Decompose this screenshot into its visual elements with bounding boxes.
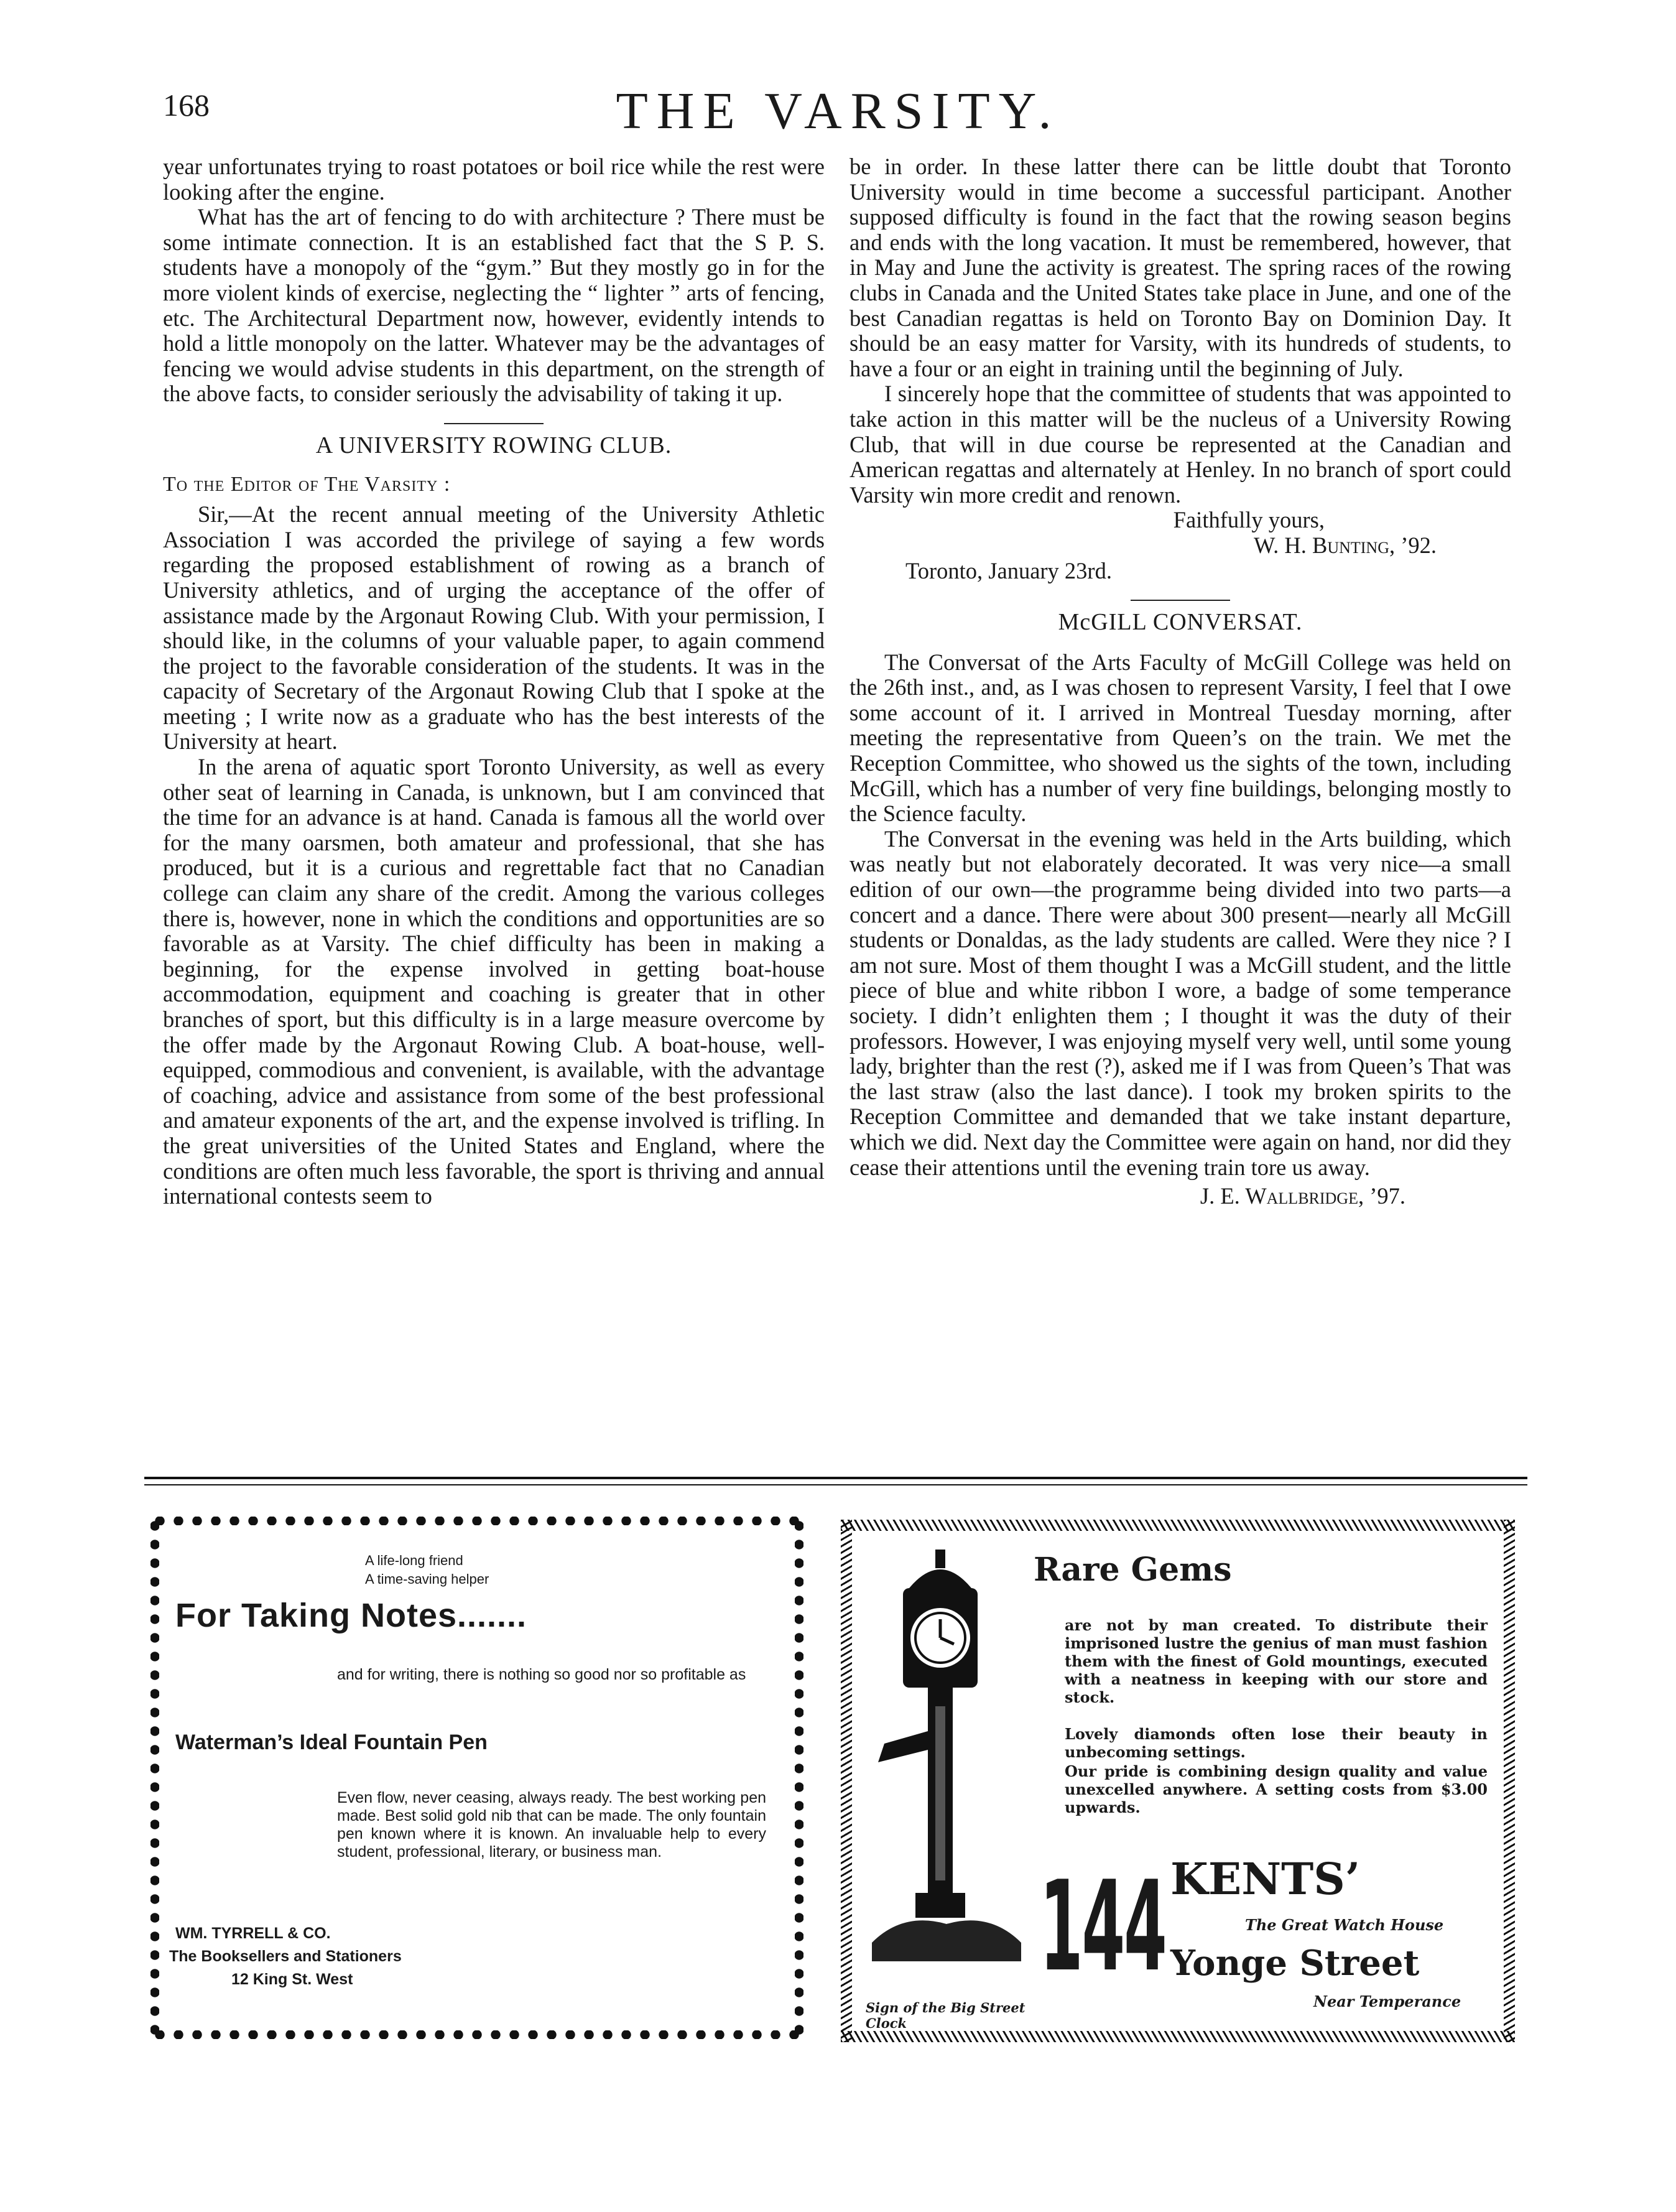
border-left: [841, 1520, 852, 2042]
ad-product: Waterman’s Ideal Fountain Pen: [175, 1731, 488, 1754]
border-left: [150, 1517, 159, 2039]
store-name: KENTS’: [1170, 1853, 1361, 1905]
section-divider: [1131, 600, 1230, 601]
mcgill-heading: McGILL CONVERSAT.: [1058, 609, 1303, 636]
location-note: Near Temperance: [1313, 1992, 1461, 2010]
ad-text: are not by man created. To distribute their imprisoned lustre the genius of man must fashion them with the finest of Gold mountings, executed with a neatness in keeping with our store and stock.: [1065, 1616, 1488, 1706]
ad-headline: Rare Gems: [1034, 1551, 1232, 1589]
street-name: Yonge Street: [1170, 1943, 1420, 1984]
footer-rule: [144, 1477, 1527, 1479]
ad-seller: WM. TYRRELL & CO.: [175, 1925, 331, 1942]
address-number: 144: [1040, 1854, 1166, 1999]
ad-address: 12 King St. West: [231, 1971, 353, 1988]
paragraph: The Conversat of the Arts Faculty of McGill College was held on the 26th inst., and, as I was chosen to represent Varsity, I feel that I owe some account of it. I arrived in Montreal Tuesday morning, after meeting the representative from Queen’s on the train. We met the Reception Committee, who showed us the sights of the town, including McGill, which has a number of very fine buildings, belonging mostly to the Science faculty.: [850, 649, 1511, 827]
paragraph: be in order. In these latter there can be little doubt that Toronto University would in time become a successful participant. Another supposed difficulty is found in the fact that the rowing season begins and ends with the long vacation. It must be remembered, however, that in May and June the activity is greatest. The spring races of the rowing clubs in Canada and the United States take place in June, and one of the best Canadian regattas is held on Toronto Bay on Dominion Day. It should be an easy matter for Varsity, with its hundreds of students, to have a four or an eight in training until the beginning of July.: [850, 154, 1511, 381]
section-divider: [444, 423, 544, 424]
store-tagline: The Great Watch House: [1245, 1916, 1444, 1934]
border-bottom: [841, 2031, 1515, 2042]
footer-rule: [144, 1484, 1527, 1485]
ad-tagline: A life-long friend: [365, 1553, 463, 1568]
kents-ad: [841, 1520, 1515, 2042]
paragraph: In the arena of aquatic sport Toronto University, as well as every other seat of learning in Canada, is unknown, but I am convinced that the time for an advance is at hand. Canada is famous all the world over for the many oarsmen, both amateur and professional, that she has produced, but it is a curious and regrettable fact that no Canadian college can claim any share of the credit. Among the various colleges there is, however, none in which the conditions and opportunities are so favorable as at Varsity. The chief difficulty has been in making a beginning, for the expense involved in getting boat-house accommodation, equipment and coaching is greater that in other branches of sport, but this difficulty is in a large measure overcome by the offer made by the Argonaut Rowing Club. A boat-house, well-equipped, commodious and convenient, is available, with the advantage of coaching, advice and assistance from some of the best professional and amateur exponents of the art, and the expense involved is trifling. In the great universities of the United States and England, where the conditions are often much less favorable, the sport is thriving and annual international contests seem to: [163, 754, 825, 1209]
street-clock-icon: [866, 1545, 1027, 1992]
ad-text: Our pride is combining design quality and value unexcelled anywhere. A setting costs from $3.00 upwards.: [1065, 1762, 1488, 1816]
border-top: [150, 1517, 803, 1525]
ad-tagline: A time-saving helper: [365, 1571, 489, 1587]
border-right: [795, 1517, 803, 2039]
right-column: [850, 154, 1511, 1209]
ad-seller-desc: The Booksellers and Stationers: [169, 1948, 402, 1965]
left-column: [163, 154, 825, 1209]
waterman-ad: [150, 1517, 803, 2039]
border-bottom: [150, 2030, 803, 2039]
rowing-heading: A UNIVERSITY ROWING CLUB.: [315, 432, 672, 458]
paragraph: year unfortunates trying to roast potatoes or boil rice while the rest were looking after the engine.: [163, 154, 825, 205]
paragraph: The Conversat in the evening was held in the Arts building, which was neatly but not elaborately decorated. It was very nice—a small edition of our own—the programme being divided into two parts—a concert and a dance. There were about 300 present—nearly all McGill students or Donaldas, as the lady students are called. Were they nice ? I am not sure. Most of them thought I was a McGill student, and the little piece of blue and white ribbon I wore, a badge of some temperance society. I didn’t enlighten them ; I thought it was the duty of their professors. However, I was enjoying myself very well, until some young lady, brighter than the rest (?), asked me if I was from Queen’s That was the last straw (also the last dance). I took my broken spirits to the Reception Committee and demanded that we take instant departure, which we did. Next day the Committee were again on hand, nor did they cease their attentions until the evening train tore us away.: [850, 825, 1511, 1180]
closing: Faithfully yours,: [1173, 507, 1325, 533]
border-top: [841, 1520, 1515, 1531]
paragraph: What has the art of fencing to do with architecture ? There must be some intimate connection. It is an established fact that the S P. S. students have a monopoly of the “gym.” But they mostly go in for the more violent kinds of exercise, neglecting the “ lighter ” arts of fencing, etc. The Architectural Department now, however, evidently intends to hold a little monopoly on the latter. Whatever may be the advantages of fencing we would advise students in this department, on the strength of the above facts, to consider seriously the advisability of taking it up.: [163, 204, 825, 407]
signature: W. H. Bunting, ’92.: [1254, 532, 1437, 558]
border-right: [1504, 1520, 1515, 2042]
ad-text: and for writing, there is nothing so good nor so profitable as: [337, 1666, 746, 1683]
ad-headline: For Taking Notes.......: [175, 1597, 527, 1634]
masthead-title: THE VARSITY.: [616, 82, 1060, 140]
ad-text: Even flow, never ceasing, always ready. The best working pen made. Best solid gold nib that can be made. The only fountain pen known where it is known. An invaluable help to every student, professional, literary, or business man.: [337, 1789, 766, 1861]
signature: J. E. Wallbridge, ’97.: [1200, 1183, 1405, 1209]
paragraph: Sir,—At the recent annual meeting of the University Athletic Association I was accorded the privilege of saying a few words regarding the proposed establishment of rowing as a branch of University athletics, and of urging the acceptance of the offer of assistance made by the Argonaut Rowing Club. With your permission, I should like, in the columns of your valuable paper, to again commend the project to the favorable consideration of the students. It was in the capacity of Secretary of the Argonaut Rowing Club that I spoke at the meeting ; I write now as a graduate who has the best interests of the University at heart.: [163, 501, 825, 755]
ad-text: Lovely diamonds often lose their beauty in unbecoming settings.: [1065, 1725, 1488, 1761]
place-date: Toronto, January 23rd.: [905, 557, 1112, 583]
addressee: To the Editor of The Varsity :: [163, 472, 451, 496]
paragraph: I sincerely hope that the committee of students that was appointed to take action in this matter will be the nucleus of a University Rowing Club, that will in due course be represented at the Canadian and American regattas and alternately at Henley. In no branch of sport could Varsity win more credit and renown.: [850, 381, 1511, 508]
clock-caption: Sign of the Big Street Clock: [866, 2000, 1026, 2031]
page-number: 168: [163, 88, 210, 123]
